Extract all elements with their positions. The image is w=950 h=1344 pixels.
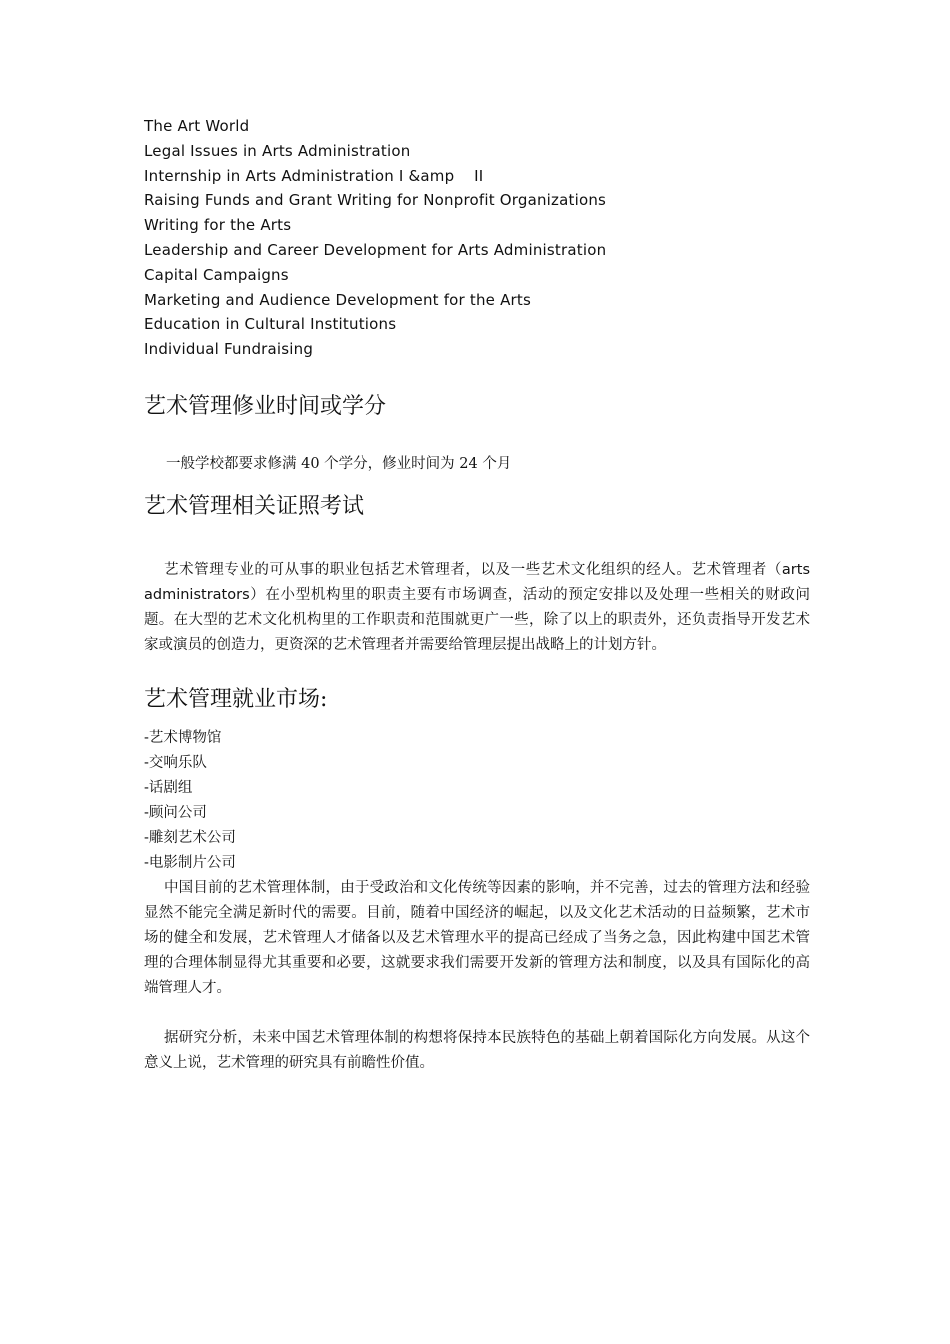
certification-heading: 艺术管理相关证照考试 bbox=[144, 493, 365, 519]
market-item: -顾问公司 bbox=[144, 804, 207, 821]
course-item: The Art World bbox=[144, 117, 250, 135]
market-item: -艺术博物馆 bbox=[144, 729, 222, 746]
course-item: Raising Funds and Grant Writing for Nonprofit Organizations bbox=[144, 191, 607, 210]
course-item: Legal Issues in Arts Administration bbox=[144, 141, 411, 160]
credits-heading: 艺术管理修业时间或学分 bbox=[144, 393, 387, 419]
certification-text bbox=[144, 558, 810, 658]
course-item: Education in Cultural Institutions bbox=[144, 315, 397, 334]
credits-text: 一般学校都要求修满 40 个学分，修业时间为 24 个月 bbox=[166, 455, 512, 472]
market-list bbox=[144, 726, 810, 876]
course-item: Internship in Arts Administration I &amp II bbox=[144, 166, 484, 185]
market-paragraph-2: 据研究分析，未来中国艺术管理体制的构想将保持本民族特色的基础上朝着国际化方向发展。从这个意义上说，艺术管理的研究具有前瞻性价值。 bbox=[144, 1029, 810, 1071]
certification-text-after: ）在小型机构里的职责主要有市场调查，活动的预定安排以及处理一些相关的财政问题。在大型的艺术文化机构里的工作职责和范围就更广一些，除了以上的职责外，还负责指导开发艺术家或演员的创造力，更资深的艺术管理者并需要给管理层提出战略上的计划方针。 bbox=[144, 586, 810, 653]
course-item: Individual Fundraising bbox=[144, 340, 314, 359]
market-item: -电影制片公司 bbox=[144, 854, 236, 871]
course-item: Leadership and Career Development for Arts Administration bbox=[144, 240, 607, 259]
market-item: -交响乐队 bbox=[144, 754, 207, 771]
course-item: Marketing and Audience Development for the Arts bbox=[144, 290, 531, 309]
course-list bbox=[144, 114, 810, 362]
certification-term: arts administrators bbox=[144, 561, 810, 603]
course-item: Writing for the Arts bbox=[144, 216, 292, 235]
market-heading: 艺术管理就业市场: bbox=[144, 686, 328, 712]
document-page bbox=[144, 114, 810, 1076]
course-item: Capital Campaigns bbox=[144, 265, 289, 284]
certification-text-before: 艺术管理专业的可从事的职业包括艺术管理者，以及一些艺术文化组织的经人。艺术管理者（ bbox=[164, 561, 782, 578]
market-item: -话剧组 bbox=[144, 779, 193, 796]
market-paragraph-1: 中国目前的艺术管理体制，由于受政治和文化传统等因素的影响，并不完善，过去的管理方法和经验显然不能完全满足新时代的需要。目前，随着中国经济的崛起，以及文化艺术活动的日益频繁，艺术市场的健全和发展，艺术管理人才储备以及艺术管理水平的提高已经成了当务之急，因此构建中国艺术管理的合理体制显得尤其重要和必要，这就要求我们需要开发新的管理方法和制度，以及具有国际化的高端管理人才。 bbox=[144, 879, 810, 996]
market-item: -雕刻艺术公司 bbox=[144, 829, 236, 846]
